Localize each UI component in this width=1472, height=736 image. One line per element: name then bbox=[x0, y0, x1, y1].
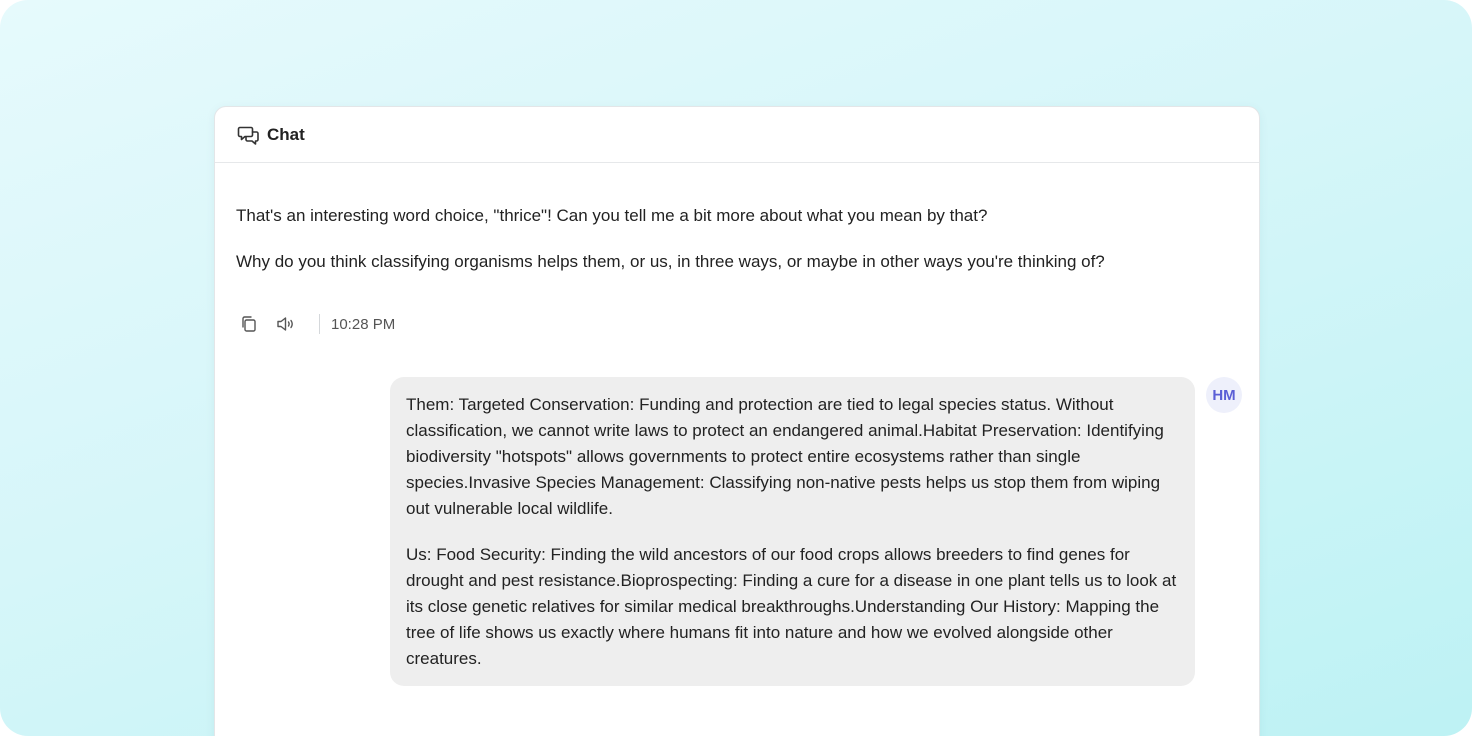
assistant-message-paragraph: That's an interesting word choice, "thrice"! Can you tell me a bit more about what you mean by that? bbox=[236, 206, 988, 225]
message-timestamp: 10:28 PM bbox=[331, 315, 396, 333]
user-message-bubble bbox=[390, 377, 1195, 686]
copy-icon[interactable] bbox=[237, 312, 261, 336]
user-avatar: HM bbox=[1206, 377, 1242, 413]
actions-divider bbox=[319, 314, 320, 334]
chat-header bbox=[215, 107, 1259, 163]
chat-bubbles-icon bbox=[237, 123, 261, 147]
assistant-message-paragraph: Why do you think classifying organisms helps them, or us, in three ways, or maybe in other ways you're thinking of? bbox=[236, 252, 1105, 271]
chat-title: Chat bbox=[267, 124, 305, 144]
speaker-icon[interactable] bbox=[274, 312, 298, 336]
user-message-paragraph: Us: Food Security: Finding the wild ancestors of our food crops allows breeders to find genes for drought and pest resistance.Bioprospecting: Finding a cure for a disease in one plant tells us to look at its close genetic relatives for similar medical breakthroughs.Understanding Our History: Mapping the tree of life shows us exactly where humans fit into nature and how we evolved alongside other creatures. bbox=[406, 545, 1177, 668]
chat-panel bbox=[214, 106, 1260, 736]
user-message-paragraph: Them: Targeted Conservation: Funding and protection are tied to legal species status. Without classification, we cannot write laws to protect an endangered animal.Habitat Preservation: Identifying biodiversity "hotspots" allows governments to protect entire ecosystems rather than single species.Invasive Species Management: Classifying non-native pests helps us stop them from wiping out vulnerable local wildlife. bbox=[406, 395, 1164, 518]
assistant-message bbox=[236, 203, 1176, 275]
message-actions bbox=[237, 312, 395, 336]
